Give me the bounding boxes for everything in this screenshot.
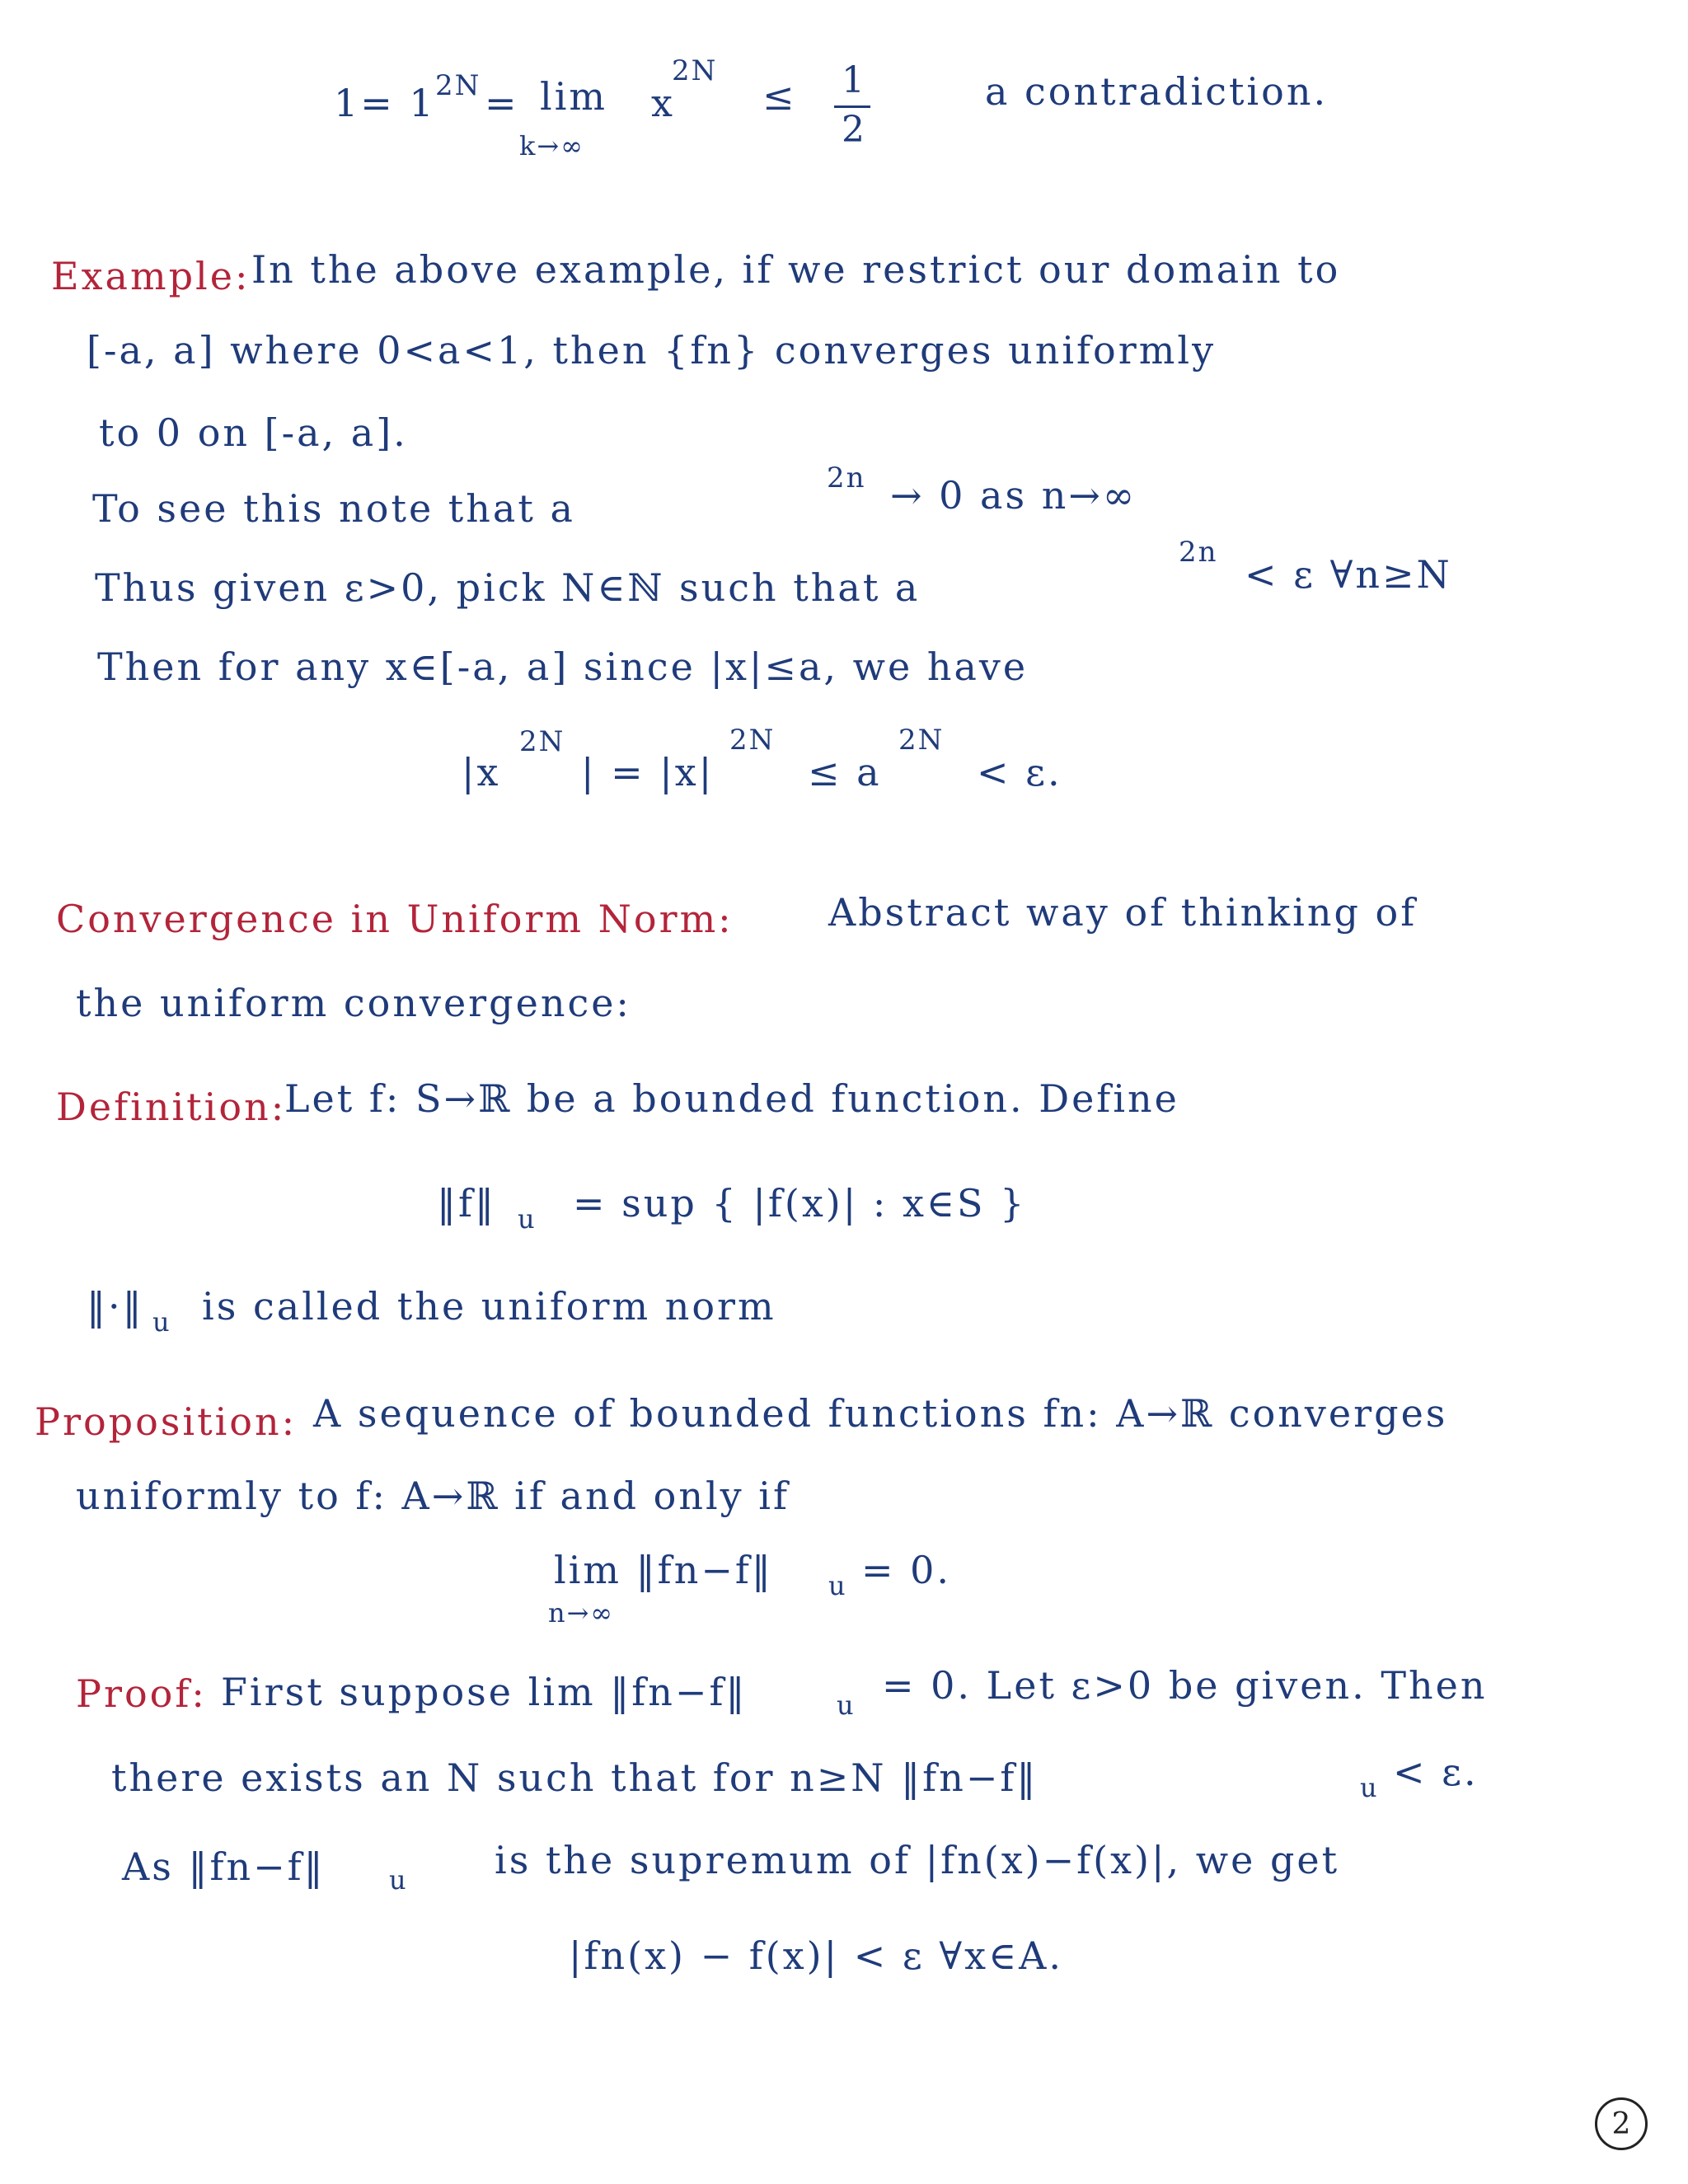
convergence-line-2: the uniform convergence: (76, 981, 631, 1025)
example-line-6: Then for any x∈[-a, a] since |x|≤a, we have (97, 644, 1029, 689)
definition-line-1: Let f: S→ℝ be a bounded function. Define (284, 1076, 1179, 1121)
limit-operator: lim (540, 74, 608, 119)
proof-line-1-tail: = 0. Let ε>0 be given. Then (882, 1663, 1488, 1708)
limit-variable: x (651, 81, 675, 125)
page-number (1595, 2097, 1648, 2150)
proof-line-1 (221, 1671, 748, 1713)
proof-label: Proof: (76, 1671, 207, 1716)
line-5-exponent: 2n (1179, 536, 1218, 569)
line-5-text: Thus given ε>0, pick N∈ℕ such that a (95, 565, 921, 610)
convergence-line-1: Abstract way of thinking of (828, 890, 1418, 935)
norm-name-line (87, 1286, 144, 1328)
definition-label: Definition: (56, 1085, 287, 1129)
proposition-line-2: uniformly to f: A→ℝ if and only if (76, 1474, 790, 1518)
example-line-1: In the above example, if we restrict our domain to (251, 247, 1341, 292)
convergence-label: Convergence in Uniform Norm: (56, 897, 734, 941)
proof-line-1-subscript: u (837, 1690, 856, 1721)
fraction-numerator: 1 (842, 59, 865, 101)
page-number-text: 2 (1611, 2107, 1631, 2141)
example-line-2: [-a, a] where 0<a<1, then {fn} converges uniformly (87, 328, 1217, 373)
eq-part-a: |x (462, 750, 501, 794)
proof-line-2-tail: < ε. (1393, 1750, 1479, 1794)
proof-line-3-subscript: u (389, 1864, 408, 1896)
eq-equals: = (485, 81, 519, 125)
proof-line-4: |fn(x) − f(x)| < ε ∀x∈A. (569, 1933, 1063, 1978)
uniform-norm-formula (437, 1183, 496, 1225)
contradiction-equation (334, 82, 436, 124)
proof-line-3-text: As ‖fn−f‖ (122, 1844, 326, 1889)
proof-line-1-text: First suppose lim ‖fn−f‖ (221, 1670, 748, 1714)
proof-line-3 (122, 1846, 326, 1888)
line-5-tail: < ε ∀n≥N (1245, 552, 1452, 597)
eq-part-b: | = |x| (581, 750, 715, 794)
formula-norm: ‖f‖ (437, 1181, 497, 1226)
contradiction-text: a contradiction. (985, 69, 1329, 114)
eq-left-exponent: 2N (435, 69, 481, 102)
example-label: Example: (51, 254, 251, 298)
eq-exponent-2: 2N (729, 724, 776, 757)
proposition-label: Proposition: (35, 1399, 298, 1444)
proof-line-2-text: there exists an N such that for n≥N ‖fn−f‖ (111, 1755, 1039, 1800)
proposition-line-1: A sequence of bounded functions fn: A→ℝ converges (313, 1391, 1448, 1436)
proof-line-2 (111, 1757, 1038, 1799)
fraction-denominator: 2 (842, 109, 865, 151)
example-equation (462, 752, 500, 794)
formula-definition: = sup { |f(x)| : x∈S } (573, 1181, 1027, 1226)
line-4-exponent: 2n (827, 462, 866, 494)
example-line-3: to 0 on [-a, a]. (99, 410, 408, 455)
proposition-limit-subscript: n→∞ (548, 1597, 615, 1629)
limit-expression: lim ‖fn−f‖ (554, 1548, 773, 1592)
proof-line-2-subscript: u (1360, 1772, 1379, 1803)
limit-norm-subscript: u (828, 1570, 847, 1601)
fraction-bar (834, 105, 870, 108)
example-line-4 (92, 488, 575, 530)
eq-exponent-1: 2N (519, 725, 565, 758)
limit-subscript: k→∞ (519, 130, 584, 162)
eq-exponent-3: 2N (898, 724, 945, 757)
proposition-limit (554, 1549, 773, 1591)
proof-line-3-tail: is the supremum of |fn(x)−f(x)|, we get (495, 1838, 1340, 1882)
eq-part-d: < ε. (977, 750, 1062, 794)
norm-symbol: ‖·‖ (87, 1284, 144, 1329)
limit-equals-zero: = 0. (861, 1548, 952, 1592)
norm-subscript: u (152, 1306, 171, 1338)
leq-sign: ≤ (762, 74, 797, 119)
eq-part-c: ≤ a (808, 750, 882, 794)
line-4-text: To see this note that a (92, 486, 575, 531)
eq-left: 1= 1 (334, 81, 436, 125)
line-4-tail: → 0 as n→∞ (890, 473, 1137, 518)
limit-exponent: 2N (672, 54, 718, 87)
example-line-5 (95, 567, 920, 609)
formula-subscript: u (518, 1203, 537, 1235)
norm-name-text: is called the uniform norm (202, 1284, 776, 1329)
